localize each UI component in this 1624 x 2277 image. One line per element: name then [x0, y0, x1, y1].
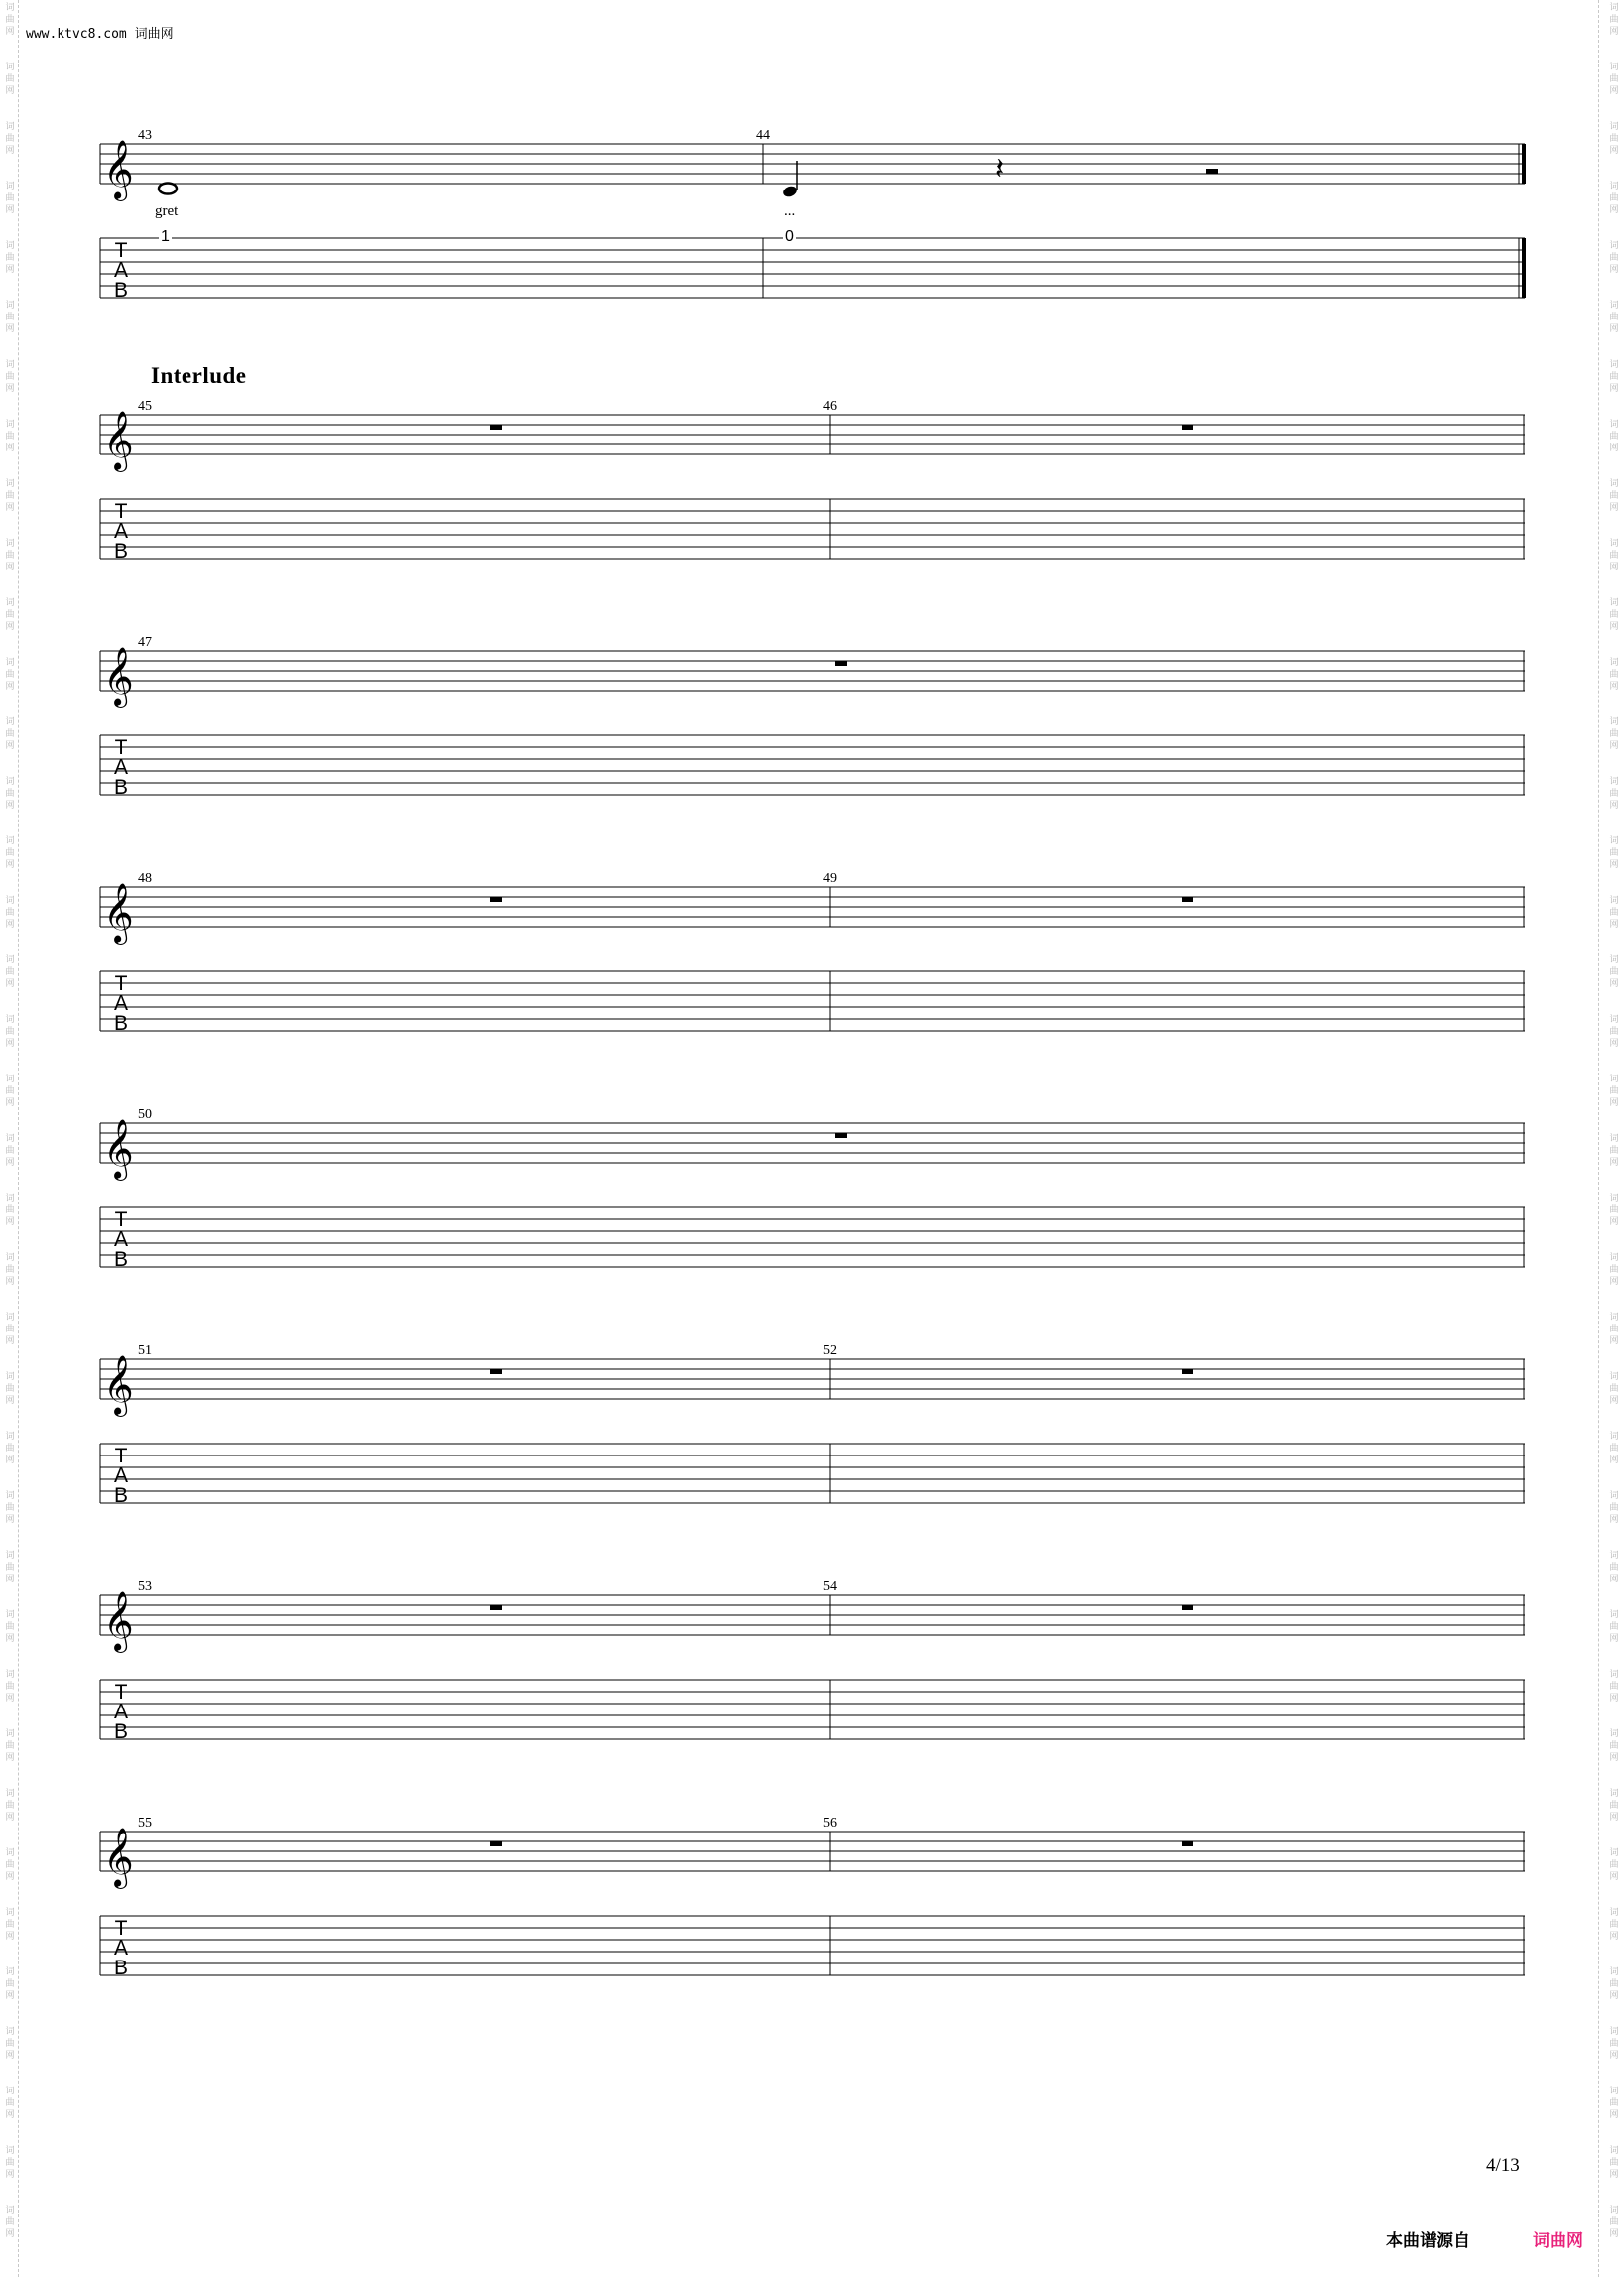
side-watermark-text: 词 曲 网 [5, 420, 15, 453]
side-watermark-text: 词 曲 网 [5, 1253, 15, 1287]
side-watermark-text: 词 曲 网 [1609, 1967, 1619, 2001]
side-watermark-text: 词 曲 网 [1609, 1610, 1619, 1644]
whole-rest [490, 425, 502, 430]
header-site-name: 词曲网 [134, 27, 174, 42]
side-watermark-text: 词 曲 网 [5, 1075, 15, 1108]
side-watermark-text: 词 曲 网 [1609, 301, 1619, 334]
tab-clef-a: A [113, 520, 128, 543]
side-watermark-text: 词 曲 网 [5, 1789, 15, 1823]
side-watermark-text: 词 曲 网 [1609, 598, 1619, 632]
tab-clef-t: T [114, 500, 128, 523]
side-watermark-text: 词 曲 网 [1609, 182, 1619, 215]
measure-number: 54 [823, 1580, 837, 1594]
treble-clef-icon: 𝄞 [103, 883, 134, 943]
treble-clef-icon: 𝄞 [103, 647, 134, 706]
measure-number: 46 [823, 399, 837, 414]
system-3-staff-graphics [0, 646, 1624, 829]
side-watermark-text: 词 曲 网 [5, 896, 15, 930]
side-watermark-text: 词 曲 网 [1609, 1253, 1619, 1287]
whole-rest [1182, 1841, 1193, 1846]
quarter-rest-icon: 𝄽 [995, 152, 1005, 187]
side-watermark-text: 词 曲 网 [1609, 1313, 1619, 1346]
tab-clef-t: T [114, 972, 128, 995]
tab-clef-a: A [113, 259, 128, 282]
side-watermark-text: 词 曲 网 [5, 63, 15, 96]
treble-clef-icon: 𝄞 [103, 1828, 134, 1887]
tab-clef-a: A [113, 1701, 128, 1723]
side-watermark-text: 词 曲 网 [5, 1551, 15, 1584]
side-watermark-text: 词 曲 网 [1609, 122, 1619, 156]
side-watermark-text: 词 曲 网 [5, 360, 15, 394]
whole-rest [490, 1369, 502, 1374]
tab-clef-b: B [113, 279, 128, 302]
system-8-staff-graphics [0, 1827, 1624, 2010]
side-watermark-text: 词 曲 网 [5, 539, 15, 572]
side-watermark-text: 词 曲 网 [5, 1432, 15, 1465]
measure-number: 49 [823, 871, 837, 886]
side-watermark-text: 词 曲 网 [1609, 1908, 1619, 1942]
measure-number: 47 [138, 635, 152, 650]
tab-clef-b: B [113, 776, 128, 799]
side-watermark-text: 词 曲 网 [5, 241, 15, 275]
side-watermark-text: 词 曲 网 [5, 479, 15, 513]
side-watermark-text: 词 曲 网 [1609, 2087, 1619, 2120]
whole-rest [1182, 425, 1193, 430]
measure-number: 52 [823, 1343, 837, 1358]
side-watermark-text: 词 曲 网 [5, 1134, 15, 1168]
side-watermark-text: 词 曲 网 [5, 717, 15, 751]
tab-clef-t: T [114, 239, 128, 262]
whole-rest [1182, 1369, 1193, 1374]
side-watermark-text: 词 曲 网 [5, 2206, 15, 2239]
score-system-4 [0, 871, 1624, 1066]
side-watermark-text: 词 曲 网 [5, 122, 15, 156]
side-watermark-text: 词 曲 网 [1609, 1194, 1619, 1227]
side-watermark-text: 词 曲 网 [5, 1729, 15, 1763]
side-watermark-text: 词 曲 网 [5, 1610, 15, 1644]
side-watermark-text: 词 曲 网 [5, 1313, 15, 1346]
tab-clef [111, 1210, 131, 1270]
side-watermark-text: 词 曲 网 [1609, 63, 1619, 96]
tab-clef-t: T [114, 1445, 128, 1467]
whole-rest [1182, 1605, 1193, 1610]
whole-rest [835, 661, 847, 666]
side-watermark-text: 词 曲 网 [5, 658, 15, 692]
side-watermark-text: 词 曲 网 [5, 777, 15, 811]
whole-rest [835, 1133, 847, 1138]
tab-clef [111, 738, 131, 798]
side-watermark-text: 词 曲 网 [1609, 479, 1619, 513]
measure-number: 50 [138, 1107, 152, 1122]
tab-clef-t: T [114, 736, 128, 759]
score-system-5 [0, 1107, 1624, 1302]
footer-source-text: 本曲谱源自 [1386, 2231, 1470, 2251]
tab-fret-number: 0 [785, 228, 794, 245]
measure-number: 44 [756, 128, 770, 143]
side-watermark-text: 词 曲 网 [1609, 2206, 1619, 2239]
side-watermark-text: 词 曲 网 [1609, 1848, 1619, 1882]
tab-clef-b: B [113, 1720, 128, 1743]
tab-clef-b: B [113, 1012, 128, 1035]
score-system-2 [0, 399, 1624, 593]
score-system-8 [0, 1816, 1624, 2010]
side-watermark-text: 词 曲 网 [1609, 1372, 1619, 1406]
tab-clef-a: A [113, 1228, 128, 1251]
header-url[interactable] [26, 23, 174, 42]
side-watermark-text: 词 曲 网 [5, 1908, 15, 1942]
tab-clef [111, 974, 131, 1034]
tab-clef-b: B [113, 1248, 128, 1271]
side-watermark-text: 词 曲 网 [1609, 241, 1619, 275]
tab-clef-b: B [113, 540, 128, 563]
side-watermark-text: 词 曲 网 [5, 1015, 15, 1049]
system-2-staff-graphics [0, 410, 1624, 593]
treble-clef-icon: 𝄞 [103, 411, 134, 470]
side-watermark-text: 词 曲 网 [1609, 2027, 1619, 2061]
lyric-syllable: gret [155, 203, 179, 219]
system-4-staff-graphics [0, 882, 1624, 1066]
treble-clef-icon: 𝄞 [103, 1591, 134, 1651]
tab-clef-b: B [113, 1484, 128, 1507]
tab-clef-a: A [113, 992, 128, 1015]
side-watermark-text: 词 曲 网 [1609, 3, 1619, 37]
tab-clef-a: A [113, 1937, 128, 1960]
quarter-note-head [782, 185, 799, 198]
score-system-1 [0, 128, 1624, 322]
side-watermark-text: 词 曲 网 [1609, 1789, 1619, 1823]
measure-number: 48 [138, 871, 152, 886]
side-watermark-text: 词 曲 网 [5, 1194, 15, 1227]
tab-clef-a: A [113, 1464, 128, 1487]
half-rest [1206, 169, 1218, 174]
section-label-interlude: Interlude [151, 363, 247, 388]
measure-number: 45 [138, 399, 152, 414]
whole-rest [1182, 897, 1193, 902]
tab-clef [111, 502, 131, 562]
measure-number: 51 [138, 1343, 152, 1358]
side-watermark-text: 词 曲 网 [1609, 658, 1619, 692]
side-watermark-text: 词 曲 网 [1609, 1075, 1619, 1108]
side-watermark-text: 词 曲 网 [1609, 717, 1619, 751]
measure-number: 53 [138, 1580, 152, 1594]
side-watermark-text: 词 曲 网 [1609, 1134, 1619, 1168]
tab-clef-t: T [114, 1681, 128, 1704]
tab-fret-number: 1 [161, 228, 170, 245]
side-watermark-text: 词 曲 网 [5, 1372, 15, 1406]
side-watermark-text: 词 曲 网 [5, 2146, 15, 2180]
header-url-text: www.ktvc8.com [26, 27, 127, 42]
whole-rest [490, 1841, 502, 1846]
side-watermark-text: 词 曲 网 [5, 182, 15, 215]
tab-clef-a: A [113, 756, 128, 779]
side-watermark-text: 词 曲 网 [5, 1848, 15, 1882]
system-1-staff-graphics [0, 139, 1624, 322]
measure-number: 55 [138, 1816, 152, 1831]
whole-rest [490, 897, 502, 902]
side-watermark-text: 词 曲 网 [5, 2027, 15, 2061]
side-watermark-text: 词 曲 网 [1609, 1491, 1619, 1525]
system-7-staff-graphics [0, 1590, 1624, 1774]
side-watermark-text: 词 曲 网 [5, 836, 15, 870]
tab-clef-t: T [114, 1917, 128, 1940]
tab-clef [111, 241, 131, 301]
side-watermark-text: 词 曲 网 [5, 3, 15, 37]
side-watermark-text: 词 曲 网 [1609, 955, 1619, 989]
side-watermark-text: 词 曲 网 [1609, 1729, 1619, 1763]
side-watermark-text: 词 曲 网 [1609, 1015, 1619, 1049]
side-watermark-text: 词 曲 网 [5, 1670, 15, 1704]
side-watermark-text: 词 曲 网 [1609, 539, 1619, 572]
treble-clef-icon: 𝄞 [103, 1119, 134, 1179]
side-watermark-text: 词 曲 网 [5, 598, 15, 632]
side-watermark-text: 词 曲 网 [1609, 1670, 1619, 1704]
score-system-7 [0, 1580, 1624, 1774]
side-watermark-text: 词 曲 网 [5, 1967, 15, 2001]
footer-site-link[interactable]: 词曲网 [1533, 2231, 1583, 2251]
measure-number: 43 [138, 128, 152, 143]
side-watermark-text: 词 曲 网 [1609, 777, 1619, 811]
whole-rest [490, 1605, 502, 1610]
side-watermark-text: 词 曲 网 [1609, 360, 1619, 394]
side-watermark-text: 词 曲 网 [1609, 2146, 1619, 2180]
side-watermark-text: 词 曲 网 [1609, 1432, 1619, 1465]
page-number: 4/13 [1486, 2155, 1520, 2176]
system-6-staff-graphics [0, 1354, 1624, 1538]
side-watermark-text: 词 曲 网 [1609, 1551, 1619, 1584]
side-watermark-text: 词 曲 网 [1609, 420, 1619, 453]
treble-clef-icon: 𝄞 [103, 140, 134, 199]
system-5-staff-graphics [0, 1118, 1624, 1302]
tab-clef [111, 1683, 131, 1742]
side-watermark-text: 词 曲 网 [1609, 896, 1619, 930]
score-system-3 [0, 635, 1624, 829]
tab-clef-t: T [114, 1208, 128, 1231]
tab-clef-b: B [113, 1957, 128, 1979]
treble-clef-icon: 𝄞 [103, 1355, 134, 1415]
tab-clef [111, 1447, 131, 1506]
tab-clef [111, 1919, 131, 1978]
side-watermark-text: 词 曲 网 [5, 2087, 15, 2120]
side-watermark-text: 词 曲 网 [5, 301, 15, 334]
side-watermark-text: 词 曲 网 [5, 1491, 15, 1525]
side-watermark-text: 词 曲 网 [1609, 836, 1619, 870]
lyric-syllable: ... [784, 203, 796, 219]
score-system-6 [0, 1343, 1624, 1538]
side-watermark-text: 词 曲 网 [5, 955, 15, 989]
measure-number: 56 [823, 1816, 837, 1831]
whole-note [159, 184, 177, 194]
